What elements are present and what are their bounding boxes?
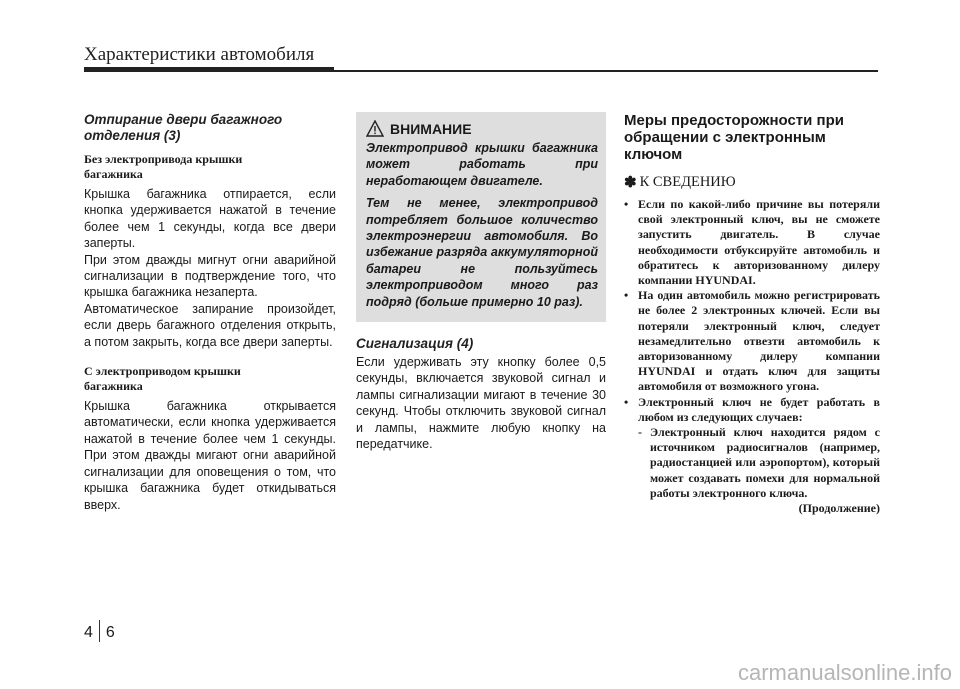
section-title-trunk-unlock: Отпирание двери багажного отделения (3) xyxy=(84,112,283,143)
information-header xyxy=(624,173,880,192)
subtitle-without-power-tailgate: Без электропривода крышки багажника xyxy=(84,152,243,181)
warning-box xyxy=(356,112,606,322)
warning-triangle-icon xyxy=(366,120,384,137)
list-item: • Электронный ключ не будет работать в любом из следующих случаев: xyxy=(624,394,880,424)
continued-note: (Продолжение) xyxy=(798,501,880,516)
subtitle-with-power-tailgate: С электроприводом крышки багажника xyxy=(84,364,241,394)
page-index: 6 xyxy=(105,624,115,642)
paragraph: Крышка багажника отпирается, если кнопка удерживается нажатой в течение более чем 1 секунды, когда все двери заперты. xyxy=(84,187,336,251)
paragraph: Если удерживать эту кнопку более 0,5 секунды, включается звуковой сигнал и лампы сигнализации мигают в течение 30 секунд. Чтобы отключить звуковой сигнал и лампы, нажмите любую кнопку на передатчике. xyxy=(356,355,606,452)
paragraph: Автоматическое запирание произойдет, если дверь багажного отделения открыть, а потом закрыть, когда все двери заперты. xyxy=(84,301,336,349)
warning-text: Электропривод крышки багажника может работать при неработающем двигателе. xyxy=(366,141,598,188)
warning-text: Тем не менее, электропривод потребляет большое количество электроэнергии автомобиля. Во избежание разряда аккумуляторной батареи не пользуйтесь электроприводом много раз подряд (больше примерно 10 раз). xyxy=(366,196,598,309)
column-right xyxy=(624,112,880,516)
asterisk-icon: ✽ xyxy=(624,175,637,191)
bullet-icon: • xyxy=(624,197,629,211)
header-rule-thin xyxy=(334,70,878,72)
warning-header xyxy=(366,120,598,137)
page-header-title: Характеристики автомобиля xyxy=(84,44,315,65)
page-number xyxy=(84,622,115,644)
dash-icon: - xyxy=(638,425,642,440)
page-section: 4 xyxy=(84,624,93,642)
information-label: К СВЕДЕНИЮ xyxy=(639,174,736,190)
list-item: • Если по какой-либо причине вы потеряли свой электронный ключ, вы не сможете запустить двигатель. В случае необходимости отбуксируйте автомобиль и обратитесь к авторизованному дилеру компании HYUNDAI. xyxy=(624,197,880,288)
bullet-icon: • xyxy=(624,394,629,409)
warning-label: ВНИМАНИЕ xyxy=(390,120,472,137)
paragraph: Крышка багажника открывается автоматически, если кнопка удерживается нажатой в течение более чем 1 секунды. При этом дважды мигают огни аварийной сигнализации для оповещения о том, что крышка багажника будет откидываться вверх. xyxy=(84,399,336,512)
section-title-smart-key-precautions: Меры предосторожности при обращении с электронным ключом xyxy=(624,112,844,163)
page-number-divider xyxy=(99,620,100,642)
column-left xyxy=(84,112,336,513)
sub-list-item: - Электронный ключ находится рядом с источником радиосигналов (например, радиостанцией или аэропортом), который может создавать помехи для нормальной работы электронного ключа. xyxy=(638,425,880,500)
paragraph: При этом дважды мигнут огни аварийной сигнализации в подтверждение того, что крышка багажника незаперта. xyxy=(84,252,336,300)
column-middle xyxy=(356,112,606,453)
watermark: carmanualsonline.info xyxy=(737,660,952,685)
header-rule-thick xyxy=(84,67,334,72)
section-title-alarm: Сигнализация (4) xyxy=(356,336,474,352)
bullet-icon: • xyxy=(624,288,629,303)
list-item: • На один автомобиль можно регистрировать не более 2 электронных ключей. Если вы потеряли электронный ключ, следует незамедлительно отвезти автомобиль к авторизованному дилеру компании HYUNDAI и отдать ключ для защиты автомобиля от возможного угона. xyxy=(624,288,880,394)
